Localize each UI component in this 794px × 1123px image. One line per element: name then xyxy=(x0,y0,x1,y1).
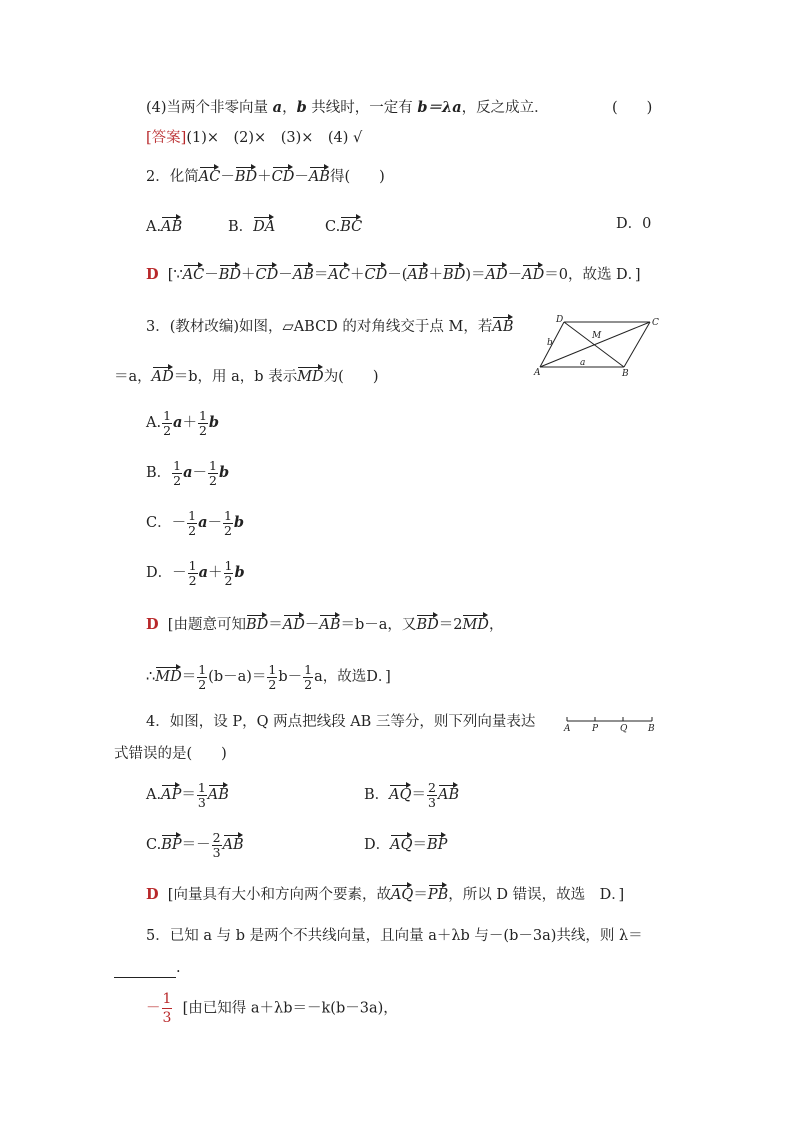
answer-4: D [向量具有大小和方向两个要素，故AQ＝PB，所以 D 错误，故选 D．] xyxy=(146,882,624,905)
question-4-line-1: 4．如图，设 P，Q 两点把线段 AB 三等分，则下列向量表达 xyxy=(146,714,536,730)
label-b-pt: B xyxy=(622,369,629,379)
label-a: A xyxy=(564,724,571,734)
answer-5-fraction: $\frac{1}{3}$ xyxy=(162,991,172,1026)
label-d: D xyxy=(556,315,564,325)
label-a-vec: a xyxy=(580,358,586,368)
edge-bc xyxy=(624,322,650,367)
q3-option-d: D．－ $\frac{1}{2}$ a＋ $\frac{1}{2}$ b xyxy=(146,557,245,588)
answer-1: [答案](1)× (2)× (3)× (4) √ xyxy=(146,130,363,146)
answer-3-line-2: ∴MD＝ $\frac{1}{2}$ (b－a)＝ $\frac{1}{2}$ b－ $\frac{1}{2}$ a，故选D．] xyxy=(146,661,391,692)
label-q: Q xyxy=(620,724,628,734)
q2-option-d: D．0 xyxy=(616,216,652,232)
q4-option-b: B．AQ＝ $\frac{2}{3}$ AB xyxy=(364,779,460,810)
answer-paren: ( ) xyxy=(612,100,653,116)
q3-option-a: A. $\frac{1}{2}$ a＋ $\frac{1}{2}$ b xyxy=(146,407,220,438)
q4-option-a: A.AP＝ $\frac{1}{3}$ AB xyxy=(146,779,229,810)
label-b: B xyxy=(648,724,655,734)
answer-5: － $\frac{1}{3}$ [由已知得 a＋λb＝－k(b－3a)， xyxy=(146,991,398,1026)
answer-label: [答案] xyxy=(146,130,187,146)
q4-option-c: C.BP＝－ $\frac{2}{3}$ AB xyxy=(146,829,244,860)
label-b: b xyxy=(547,338,553,348)
answer-3-line-1: D [由题意可知BD＝AD－AB＝b－a，又BD＝2MD， xyxy=(146,612,503,635)
parallelogram-figure xyxy=(532,312,662,382)
q3-option-b: B． $\frac{1}{2}$ a－ $\frac{1}{2}$ b xyxy=(146,457,230,488)
q2-option-b: B．DA xyxy=(228,214,275,237)
question-3-line-2: ＝a，AD＝b，用 a，b 表示MD为( ) xyxy=(114,364,379,387)
q4-option-d: D．AQ＝BP xyxy=(364,830,447,860)
q2-option-c: C.BC xyxy=(325,214,362,237)
question-5-line-1: 5．已知 a 与 b 是两个不共线向量，且向量 a＋λb 与－(b－3a)共线，则 λ＝ xyxy=(146,928,643,944)
diagonal-bd xyxy=(564,322,624,367)
answer-blank[interactable] xyxy=(114,961,176,978)
label-a: A xyxy=(534,368,541,378)
question-4-line-2: 式错误的是( ) xyxy=(114,746,227,762)
q2-option-a: A.AB xyxy=(146,214,182,237)
question-2: 2．化简AC－BD＋CD－AB得( ) xyxy=(146,164,385,187)
answer-2: D [∵AC－BD＋CD－AB＝AC＋CD－(AB＋BD)＝AD－AD＝0，故选 D．] xyxy=(146,262,641,285)
question-1-part-4: (4)当两个非零向量 a，b 共线时，一定有 b＝λa，反之成立． xyxy=(146,99,549,116)
label-c: C xyxy=(652,318,659,328)
q3-option-c: C．－ $\frac{1}{2}$ a－ $\frac{1}{2}$ b xyxy=(146,507,245,538)
segment-figure xyxy=(562,712,662,734)
question-5-blank: . xyxy=(114,958,181,978)
label-p: P xyxy=(592,724,599,734)
question-3-line-1: 3．(教材改编)如图，▱ABCD 的对角线交于点 M，若AB xyxy=(146,314,514,337)
label-m: M xyxy=(592,331,602,341)
diagonal-ac xyxy=(540,322,650,367)
